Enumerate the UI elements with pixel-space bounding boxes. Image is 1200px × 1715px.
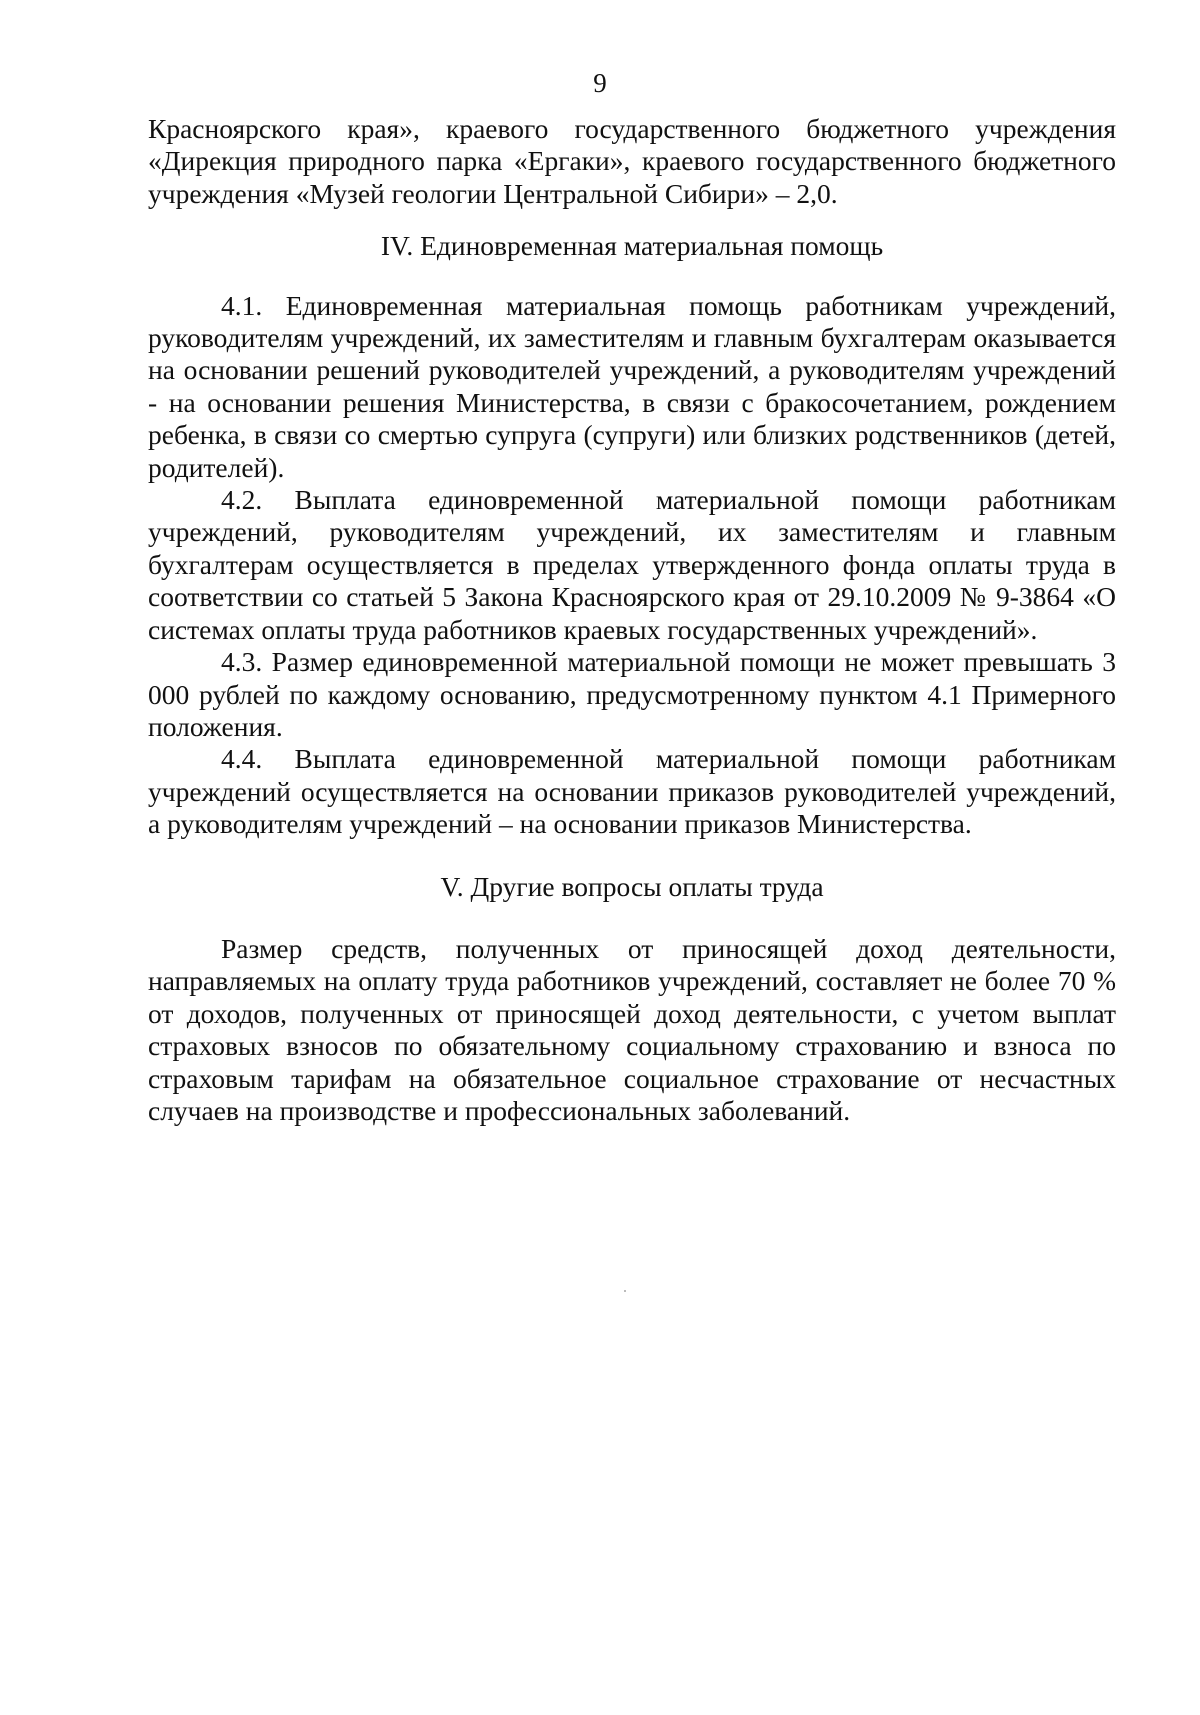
section-4-title: IV. Единовременная материальная помощь	[380, 230, 884, 262]
paragraph-4-1: 4.1. Единовременная материальная помощь работникам учреждений, руководителям учреждений, их заместителям и главным бухгалтерам оказывается на основании решений руководителей учреждений, а руководителям учреждений - на основании решения Министерства, в связи с бракосочетанием, рождением ребенка, в связи со смертью супруга (супруги) или близких родственников (детей, родителей).	[148, 289, 1116, 483]
document-body	[148, 113, 1116, 1127]
intro-paragraph: Красноярского края», краевого государственного бюджетного учреждения «Дирекция природного парка «Ергаки», краевого государственного бюджетного учреждения «Музей геологии Центральной Сибири» – 2,0.	[148, 113, 1116, 209]
paragraph-4-3: 4.3. Размер единовременной материальной помощи не может превышать 3 000 рублей по каждому основанию, предусмотренному пунктом 4.1 Примерного положения.	[148, 646, 1116, 742]
page-number: 9	[593, 68, 607, 98]
paragraph-4-4: 4.4. Выплата единовременной материальной помощи работникам учреждений осуществляется на основании приказов руководителей учреждений, а руководителям учреждений – на основании приказов Министерства.	[148, 743, 1116, 840]
paragraph-5-1: Размер средств, полученных от приносящей доход деятельности, направляемых на оплату труда работников учреждений, составляет не более 70 % от доходов, полученных от приносящей доход деятельности, с учетом выплат страховых взносов по обязательному социальному страхованию и взноса по страховым тарифам на обязательное социальное страхование от несчастных случаев на производстве и профессиональных заболеваний.	[148, 932, 1116, 1126]
section-5-title: V. Другие вопросы оплаты труда	[440, 870, 824, 902]
paragraph-4-2: 4.2. Выплата единовременной материальной помощи работникам учреждений, руководителям учреждений, их заместителям и главным бухгалтерам осуществляется в пределах утвержденного фонда оплаты труда в соответствии со статьей 5 Закона Красноярского края от 29.10.2009 № 9-3864 «О системах оплаты труда работников краевых государственных учреждений».	[148, 484, 1116, 645]
scan-speck	[624, 1290, 626, 1292]
